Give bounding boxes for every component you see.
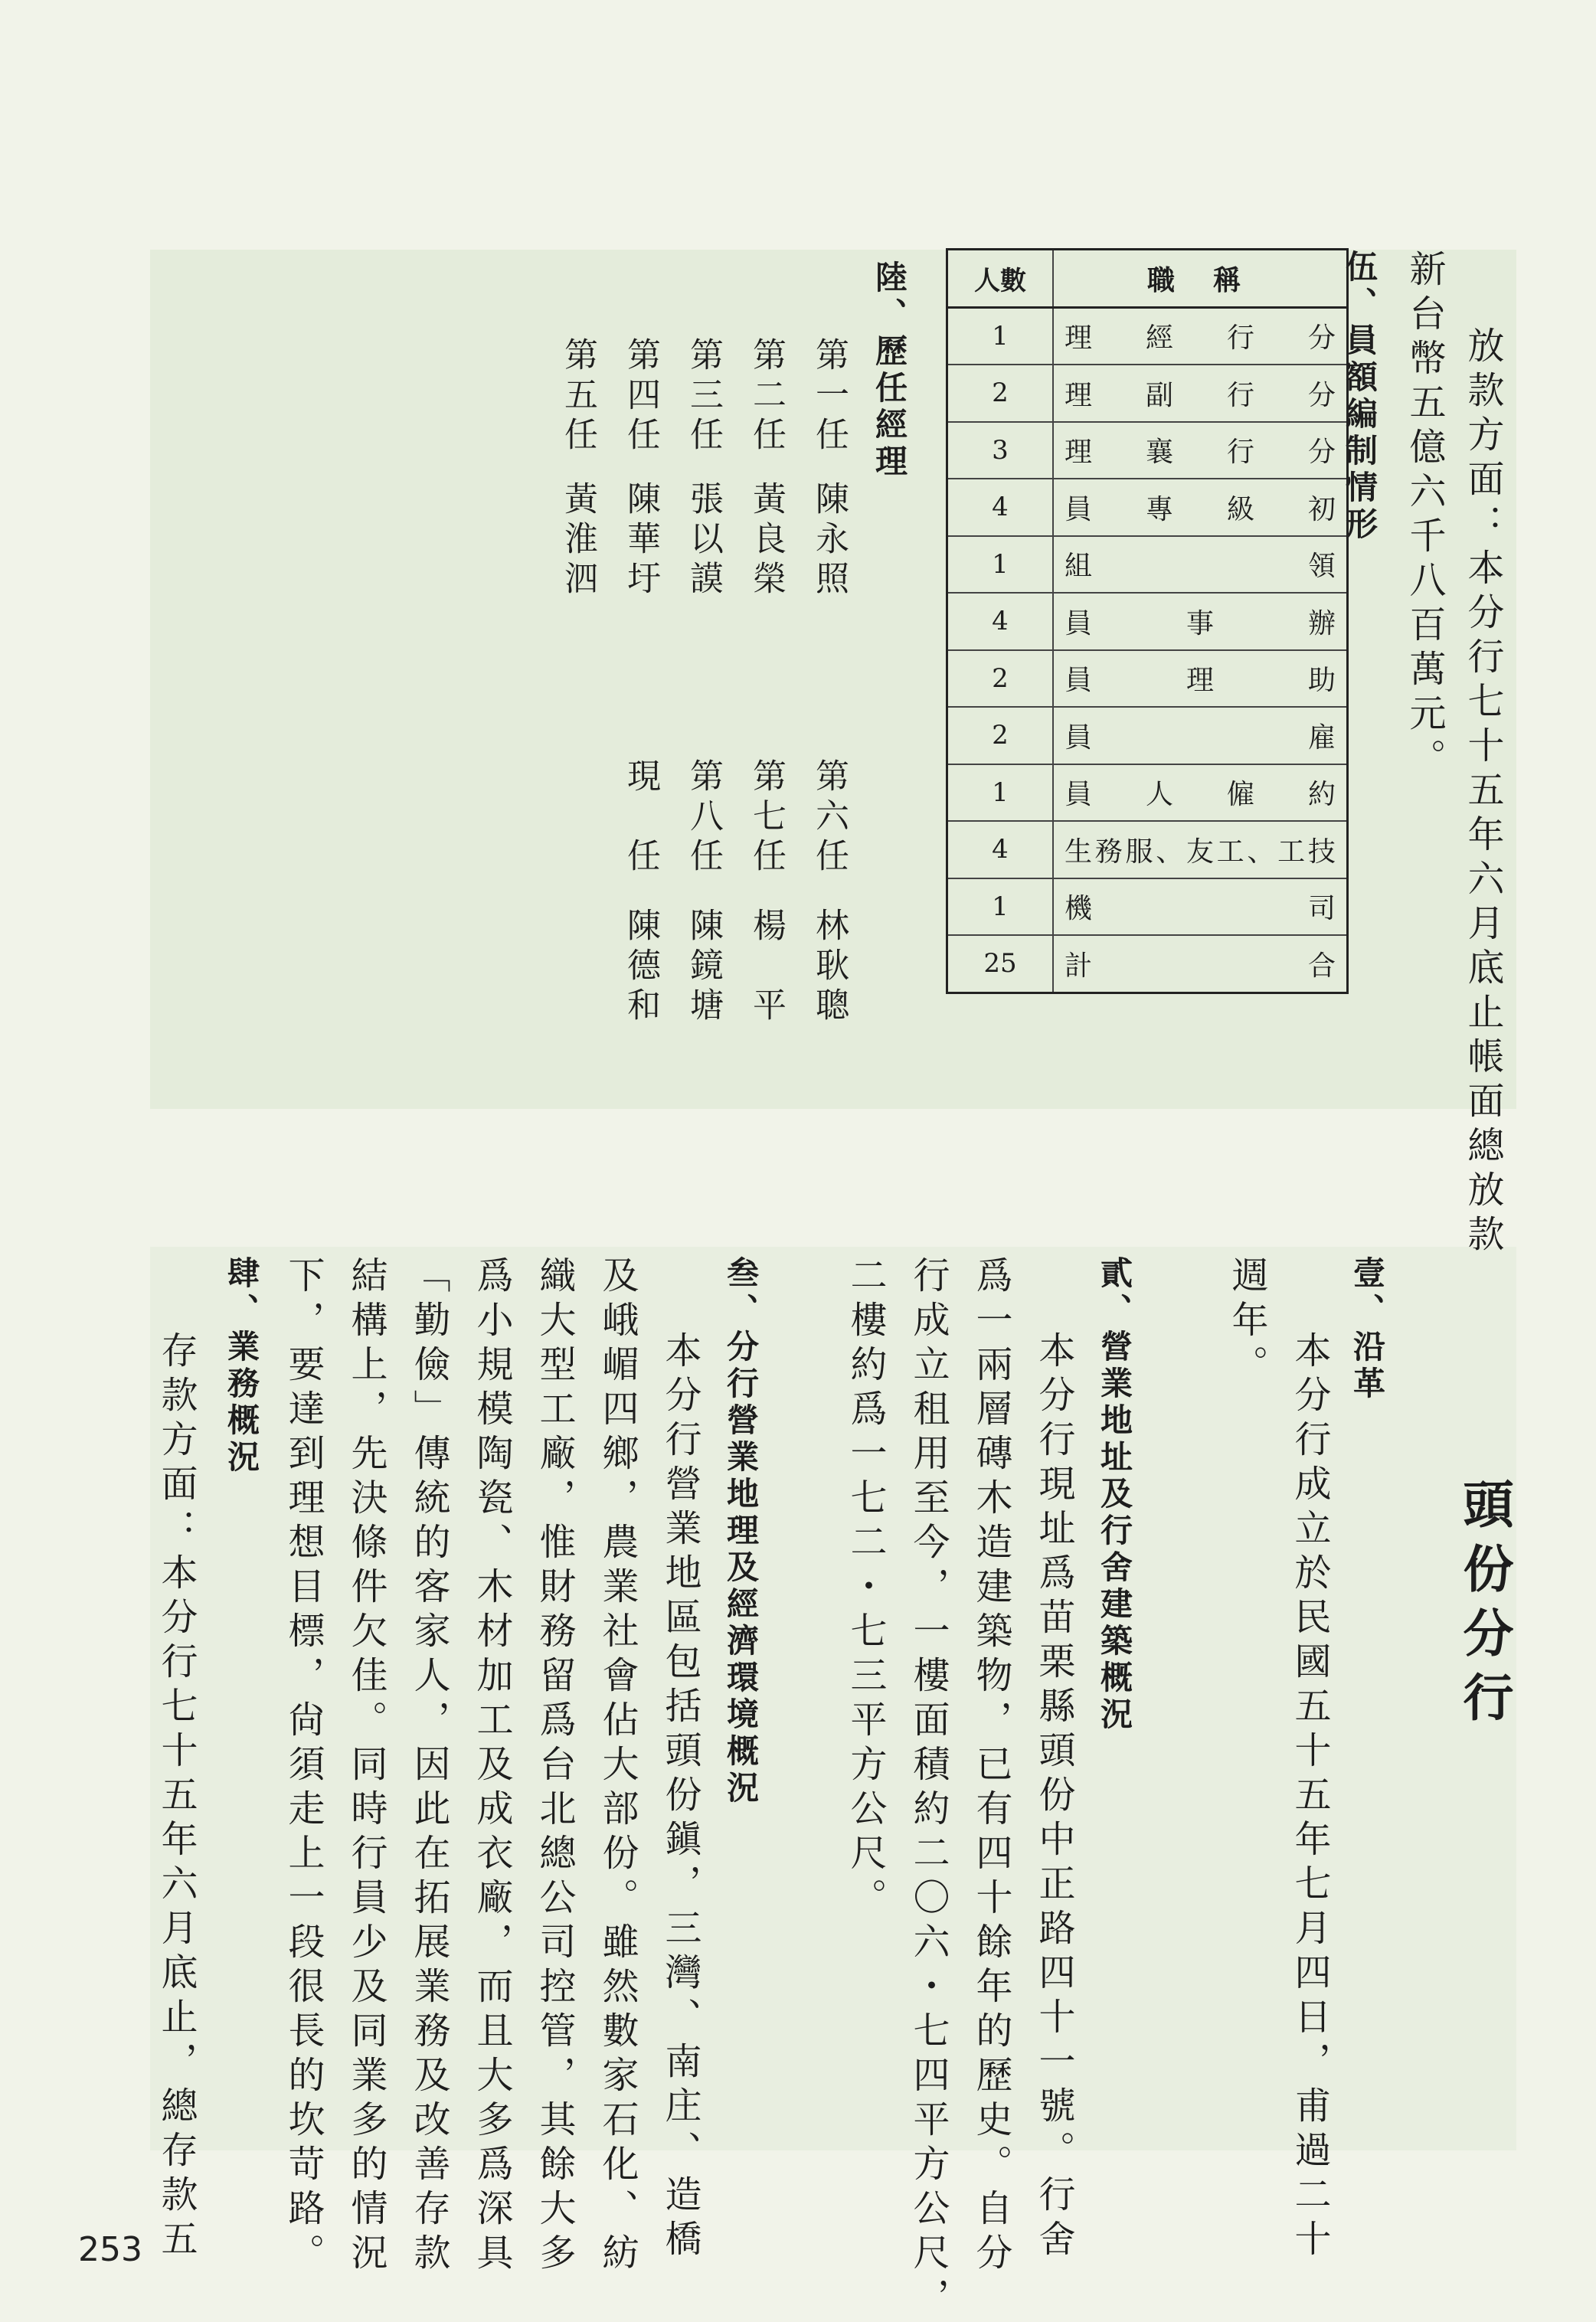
title-char: 機 xyxy=(1065,893,1093,925)
manager-name: 黃淮泗 xyxy=(558,481,597,600)
economy-text-line-2: 及峨嵋四鄉，農業社會佔大部份。雖然數家石化、紡 xyxy=(596,1256,639,2278)
manager-term: 第六任 xyxy=(809,758,849,878)
title-char: 級 xyxy=(1226,493,1254,525)
table-row xyxy=(947,422,1348,479)
row-title-text xyxy=(1065,488,1336,527)
title-char: 友 xyxy=(1186,836,1214,868)
title-char: 員 xyxy=(1065,607,1093,639)
title-char: 服 xyxy=(1125,836,1153,868)
row-count: 4 xyxy=(947,821,1054,878)
manager-name: 陳永照 xyxy=(809,481,849,600)
row-title xyxy=(1053,650,1348,708)
economy-text-line-7: 下，要達到理想目標，尙須走上一段很長的坎苛路。 xyxy=(282,1256,325,2278)
managers-section-heading: 陸、歷任經理 xyxy=(871,260,908,481)
title-char: 員 xyxy=(1065,721,1093,754)
title-char: 助 xyxy=(1307,665,1336,697)
row-title-text xyxy=(1065,887,1336,926)
row-title-text xyxy=(1065,374,1336,413)
manager-term: 第三任 xyxy=(684,337,723,456)
title-char: 人 xyxy=(1145,779,1173,811)
address-text-line-2: 爲一兩層磚木造建築物，已有四十餘年的歷史。自分 xyxy=(970,1256,1012,2278)
table-row xyxy=(947,650,1348,708)
title-char: 行 xyxy=(1226,379,1254,411)
row-title-text xyxy=(1065,602,1336,641)
business-heading: 肆、業務概況 xyxy=(223,1256,260,1477)
table-row xyxy=(947,307,1348,365)
title-char: 計 xyxy=(1065,950,1093,982)
title-char: 約 xyxy=(1307,779,1336,811)
row-title xyxy=(1053,593,1348,650)
title-char: 員 xyxy=(1065,665,1093,697)
history-text-line-2: 週年。 xyxy=(1225,1256,1268,1389)
title-char: 分 xyxy=(1307,379,1336,411)
page-number: 253 xyxy=(78,2230,142,2269)
row-title-text xyxy=(1065,944,1336,983)
title-char: 理 xyxy=(1065,322,1093,355)
manager-term: 現 任 xyxy=(621,758,660,878)
row-count: 1 xyxy=(947,878,1054,936)
manager-name: 陳德和 xyxy=(621,908,660,1027)
economy-text-line-1: 本分行營業地區包括頭份鎭，三灣、南庄、造橋 xyxy=(659,1331,702,2264)
title-char: 合 xyxy=(1307,950,1336,982)
title-char: 雇 xyxy=(1307,721,1336,754)
row-count: 1 xyxy=(947,536,1054,594)
title-char: 經 xyxy=(1145,322,1173,355)
title-char: 理 xyxy=(1186,665,1214,697)
table-row xyxy=(947,878,1348,936)
history-text-line-1: 本分行成立於民國五十五年七月四日，甫過二十 xyxy=(1288,1331,1331,2264)
row-title-text xyxy=(1065,773,1336,812)
title-char: 辦 xyxy=(1307,607,1336,639)
title-char: 事 xyxy=(1186,607,1214,639)
row-count: 2 xyxy=(947,707,1054,764)
row-title xyxy=(1053,935,1348,993)
page-title: 頭份分行 xyxy=(1454,1478,1513,1735)
row-count: 4 xyxy=(947,479,1054,536)
title-char: 司 xyxy=(1307,893,1336,925)
row-title xyxy=(1053,707,1348,764)
manager-term: 第五任 xyxy=(558,337,597,456)
table-row xyxy=(947,536,1348,594)
table-row xyxy=(947,821,1348,878)
row-title-text xyxy=(1065,316,1336,355)
history-heading: 壹、沿革 xyxy=(1349,1256,1386,1403)
row-title xyxy=(1053,536,1348,594)
economy-text-line-3: 織大型工廠，惟財務留爲台北總公司控管，其餘大多 xyxy=(533,1256,576,2278)
table-row xyxy=(947,365,1348,422)
title-char: 領 xyxy=(1307,551,1336,583)
title-char: 生 xyxy=(1065,836,1093,868)
manager-term: 第八任 xyxy=(684,758,723,878)
table-row xyxy=(947,764,1348,822)
title-char: 分 xyxy=(1307,322,1336,355)
title-char: 僱 xyxy=(1226,779,1254,811)
row-title-text xyxy=(1065,716,1336,755)
row-count: 1 xyxy=(947,764,1054,822)
title-char: 理 xyxy=(1065,379,1093,411)
row-count: 2 xyxy=(947,650,1054,708)
table-row xyxy=(947,479,1348,536)
economy-text-line-6: 結構上，先決條件欠佳。同時行員少及同業多的情況 xyxy=(345,1256,388,2278)
title-char: 工 xyxy=(1277,836,1306,868)
title-char: 理 xyxy=(1065,437,1093,469)
count-header: 人數 xyxy=(947,250,1054,308)
title-char: 組 xyxy=(1065,551,1093,583)
title-char: 技 xyxy=(1307,836,1336,868)
title-char: 行 xyxy=(1226,437,1254,469)
row-title-text xyxy=(1065,545,1336,584)
row-count: 2 xyxy=(947,365,1054,422)
title-char: 分 xyxy=(1307,437,1336,469)
economy-text-line-5: 「勤儉」傳統的客家人，因此在拓展業務及改善存款 xyxy=(407,1256,450,2278)
address-text-line-1: 本分行現址爲苗栗縣頭份中正路四十一號。行舍 xyxy=(1032,1331,1075,2264)
economy-text-line-4: 爲小規模陶瓷、木材加工及成衣廠，而且大多爲深具 xyxy=(470,1256,513,2278)
row-title xyxy=(1053,479,1348,536)
table-row xyxy=(947,593,1348,650)
title-header: 職稱 xyxy=(1053,250,1348,308)
staff-table xyxy=(946,248,1349,994)
title-char: 行 xyxy=(1226,322,1254,355)
address-text-line-3: 行成立租用至今，一樓面積約二〇六・七四平方公尺， xyxy=(907,1256,950,2322)
row-count: 1 xyxy=(947,307,1054,365)
manager-name: 陳華圩 xyxy=(621,481,660,600)
row-title-text xyxy=(1065,430,1336,469)
loan-text-line-2: 新台幣五億六千八百萬元。 xyxy=(1403,250,1446,783)
deposit-text-line-1: 存款方面：本分行七十五年六月底止，總存款五 xyxy=(155,1331,198,2264)
row-title-text xyxy=(1065,830,1336,869)
manager-term: 第二任 xyxy=(747,337,786,456)
manager-name: 林耿聰 xyxy=(809,908,849,1027)
manager-name: 楊 平 xyxy=(747,908,786,1027)
table-row xyxy=(947,707,1348,764)
title-char: 員 xyxy=(1065,493,1093,525)
manager-term: 第四任 xyxy=(621,337,660,456)
table-row xyxy=(947,935,1348,993)
title-char: 工 xyxy=(1216,836,1244,868)
row-title xyxy=(1053,365,1348,422)
row-count: 25 xyxy=(947,935,1054,993)
economy-heading: 叁、分行營業地理及經濟環境概況 xyxy=(722,1256,760,1807)
manager-name: 黃良榮 xyxy=(747,481,786,600)
manager-name: 陳鏡塘 xyxy=(684,908,723,1027)
loan-text-line-1: 放款方面：本分行七十五年六月底止帳面總放款 xyxy=(1461,326,1504,1259)
title-char: 專 xyxy=(1145,493,1173,525)
row-title xyxy=(1053,422,1348,479)
staff-section-heading: 伍、員額編制情形 xyxy=(1341,250,1379,544)
title-char: 務 xyxy=(1094,836,1123,868)
manager-term: 第一任 xyxy=(809,337,849,456)
address-text-line-4: 二樓約爲一七二・七三平方公尺。 xyxy=(844,1256,887,1922)
address-heading: 貳、營業地址及行舍建築概況 xyxy=(1096,1256,1133,1734)
staff-table-header xyxy=(947,250,1348,308)
row-count: 4 xyxy=(947,593,1054,650)
title-char: 、 xyxy=(1156,836,1184,868)
row-title xyxy=(1053,307,1348,365)
row-title xyxy=(1053,764,1348,822)
title-char: 副 xyxy=(1145,379,1173,411)
title-char: 襄 xyxy=(1145,437,1173,469)
manager-name: 張以謨 xyxy=(684,481,723,600)
manager-term: 第七任 xyxy=(747,758,786,878)
title-char: 員 xyxy=(1065,779,1093,811)
row-title-text xyxy=(1065,659,1336,698)
row-count: 3 xyxy=(947,422,1054,479)
row-title xyxy=(1053,821,1348,878)
title-char: 初 xyxy=(1307,493,1336,525)
title-char: 、 xyxy=(1247,836,1275,868)
row-title xyxy=(1053,878,1348,936)
